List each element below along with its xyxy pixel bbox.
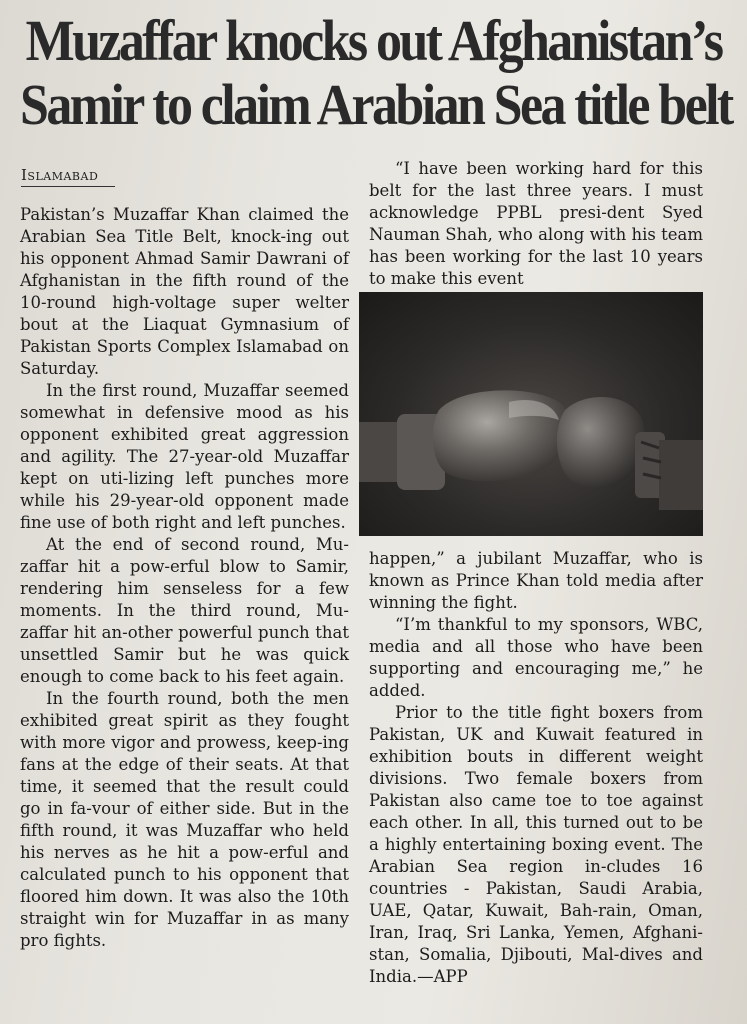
headline-line-1: Muzaffar knocks out Afghanistan’s xyxy=(25,9,722,74)
article-paragraph: At the end of second round, Mu-zaffar hit a pow-erful blow to Samir, rendering him senseless for a few moments. In the third round, Mu-zaffar hit an-other powerful punch that unsettled Samir but he was quick enough to come back to his feet again. xyxy=(20,535,349,686)
article-column-left xyxy=(20,204,349,952)
article-paragraph: “I have been working hard for this belt for the last three years. I must acknowledge PPBL presi-dent Syed Nauman Shah, who along with his team has been working for the last 10 years to make this event xyxy=(369,159,703,288)
article-column-right-top xyxy=(369,158,703,290)
boxing-gloves-illustration xyxy=(359,292,703,536)
article-paragraph: In the first round, Muzaffar seemed somewhat in defensive mood as his opponent exhibited great aggression and agility. The 27-year-old Muzaffar kept on uti-lizing left punches more while his 29-year-old opponent made fine use of both right and left punches. xyxy=(20,381,349,532)
article-paragraph: happen,” a jubilant Muzaffar, who is known as Prince Khan told media after winning the fight. xyxy=(369,549,703,612)
boxing-gloves-photo xyxy=(359,292,703,536)
dateline-underline xyxy=(21,186,115,187)
article-column-right-bottom xyxy=(369,548,703,988)
article-paragraph: In the fourth round, both the men exhibited great spirit as they fought with more vigor and prowess, keep-ing fans at the edge of their seats. At that time, it seemed that the result could go in fa-vour of either side. But in the fifth round, it was Muzaffar who held his nerves as he hit a pow-erful and calculated punch to his opponent that floored him down. It was also the 10th straight win for Muzaffar in as many pro fights. xyxy=(20,689,349,950)
article-paragraph: Pakistan’s Muzaffar Khan claimed the Arabian Sea Title Belt, knock-ing out his opponent Ahmad Samir Dawrani of Afghanistan in the fifth round of the 10-round high-voltage super welter bout at the Liaquat Gymnasium of Pakistan Sports Complex Islamabad on Saturday. xyxy=(20,205,349,378)
dateline: Islamabad xyxy=(21,166,99,184)
headline-line-2: Samir to claim Arabian Sea title belt xyxy=(20,73,732,138)
article-paragraph: “I’m thankful to my sponsors, WBC, media and all those who have been supporting and encouraging me,” he added. xyxy=(369,615,703,700)
article-paragraph: Prior to the title fight boxers from Pakistan, UK and Kuwait featured in exhibition bouts in different weight divisions. Two female boxers from Pakistan also came toe to toe against each other. In all, this turned out to be a highly entertaining boxing event. The Arabian Sea region in-cludes 16 countries - Pakistan, Saudi Arabia, UAE, Qatar, Kuwait, Bah-rain, Oman, Iran, Iraq, Sri Lanka, Yemen, Afghani-stan, Somalia, Djibouti, Mal-dives and India.—APP xyxy=(369,703,703,986)
